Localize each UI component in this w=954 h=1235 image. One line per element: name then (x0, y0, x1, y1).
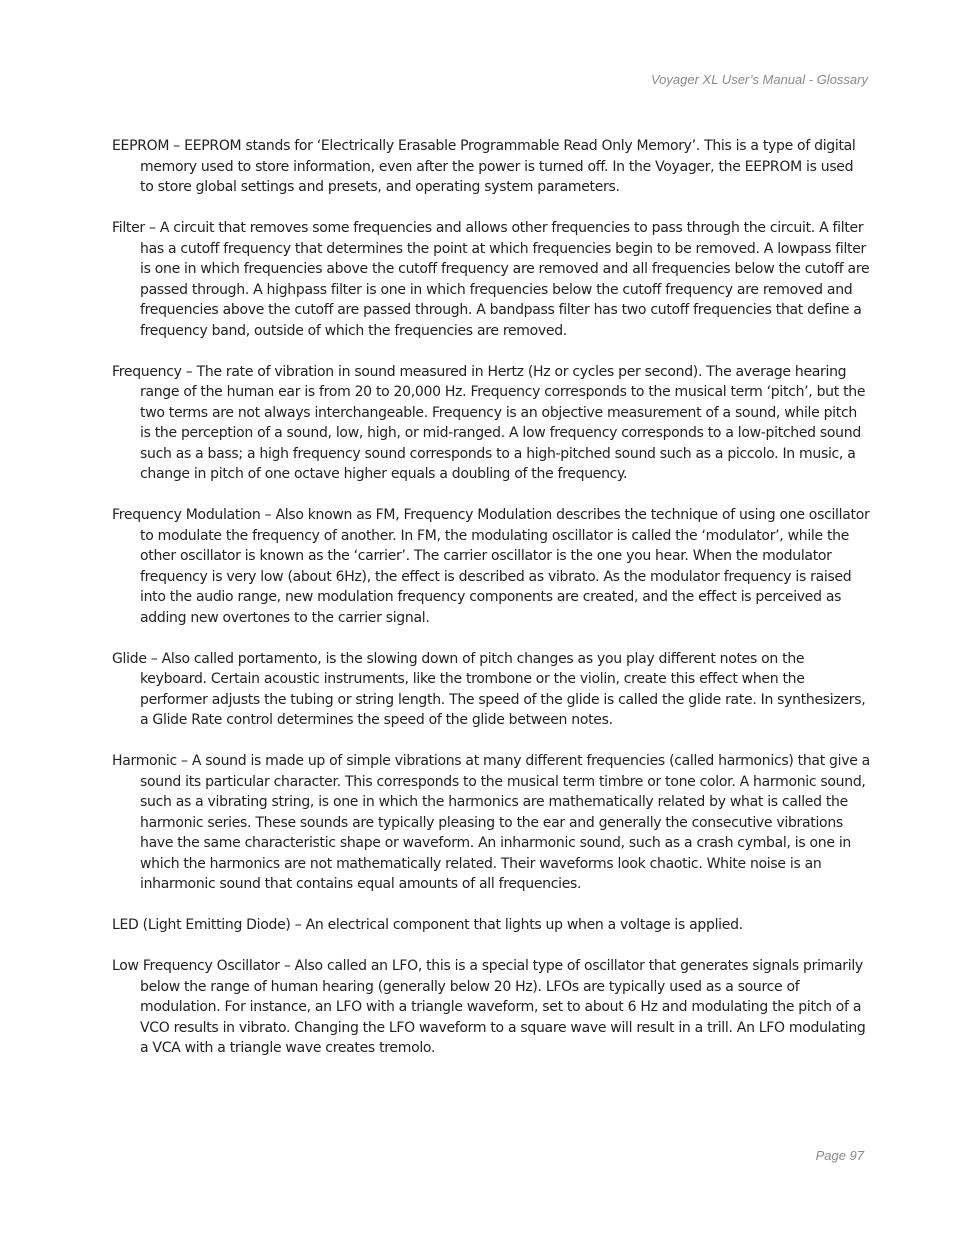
glossary-entry-frequency: Frequency – The rate of vibration in sound measured in Hertz (Hz or cycles per second). The average hearing range of the human ear is from 20 to 20,000 Hz. Frequency corresponds to the musical term ‘pitch’, but the two terms are not always interchangeable. Frequency is an objective measurement of a sound, while pitch is the perception of a sound, low, high, or mid-ranged. A low frequency corresponds to a low-pitched sound such as a bass; a high frequency sound corresponds to a high-pitched sound such as a piccolo. In music, a change in pitch of one octave higher equals a doubling of the frequency. (112, 363, 866, 482)
page-number: Page 97 (815, 1148, 864, 1163)
glossary-body (112, 136, 870, 1079)
glossary-entry-low-frequency-oscillator: Low Frequency Oscillator – Also called an LFO, this is a special type of oscillator that generates signals primarily below the range of human hearing (generally below 20 Hz). LFOs are typically used as a source of modulation. For instance, an LFO with a triangle waveform, set to about 6 Hz and modulating the pitch of a VCO results in vibrato. Changing the LFO waveform to a square wave will result in a trill. An LFO modulating a VCA with a triangle wave creates tremolo. (112, 958, 866, 1056)
glossary-entry-glide: Glide – Also called portamento, is the slowing down of pitch changes as you play different notes on the keyboard. Certain acoustic instruments, like the trombone or the violin, create this effect when the performer adjusts the tubing or string length. The speed of the glide is called the glide rate. In synthesizers, a Glide Rate control determines the speed of the glide between notes. (112, 650, 866, 728)
glossary-entry-filter: Filter – A circuit that removes some frequencies and allows other frequencies to pass through the circuit. A filter has a cutoff frequency that determines the point at which frequencies begin to be removed. A lowpass filter is one in which frequencies above the cutoff frequency are removed and all frequencies below the cutoff are passed through. A highpass filter is one in which frequencies below the cutoff frequency are removed and frequencies above the cutoff are passed through. A bandpass filter has two cutoff frequencies that define a frequency band, outside of which the frequencies are removed. (112, 220, 870, 339)
glossary-entry-led: LED (Light Emitting Diode) – An electrical component that lights up when a voltage is applied. (112, 917, 743, 933)
running-header: Voyager XL User’s Manual - Glossary (650, 72, 868, 87)
glossary-entry-frequency-modulation: Frequency Modulation – Also known as FM, Frequency Modulation describes the technique of using one oscillator to modulate the frequency of another. In FM, the modulating oscillator is called the ‘modulator’, while the other oscillator is known as the ‘carrier’. The carrier oscillator is the one you hear. When the modulator frequency is very low (about 6Hz), the effect is described as vibrato. As the modulator frequency is raised into the audio range, new modulation frequency components are created, and the effect is perceived as adding new overtones to the carrier signal. (112, 507, 870, 626)
glossary-entry-eeprom: EEPROM – EEPROM stands for ‘Electrically Erasable Programmable Read Only Memory’. This is a type of digital memory used to store information, even after the power is turned off. In the Voyager, the EEPROM is used to store global settings and presets, and operating system parameters. (112, 138, 856, 195)
glossary-entry-harmonic: Harmonic – A sound is made up of simple vibrations at many different frequencies (called harmonics) that give a sound its particular character. This corresponds to the musical term timbre or tone color. A harmonic sound, such as a vibrating string, is one in which the harmonics are mathematically related by what is called the harmonic series. These sounds are typically pleasing to the ear and generally the consecutive vibrations have the same characteristic shape or waveform. An inharmonic sound, such as a crash cymbal, is one in which the harmonics are not mathematically related. Their waveforms look chaotic. White noise is an inharmonic sound that contains equal amounts of all frequencies. (112, 753, 870, 892)
